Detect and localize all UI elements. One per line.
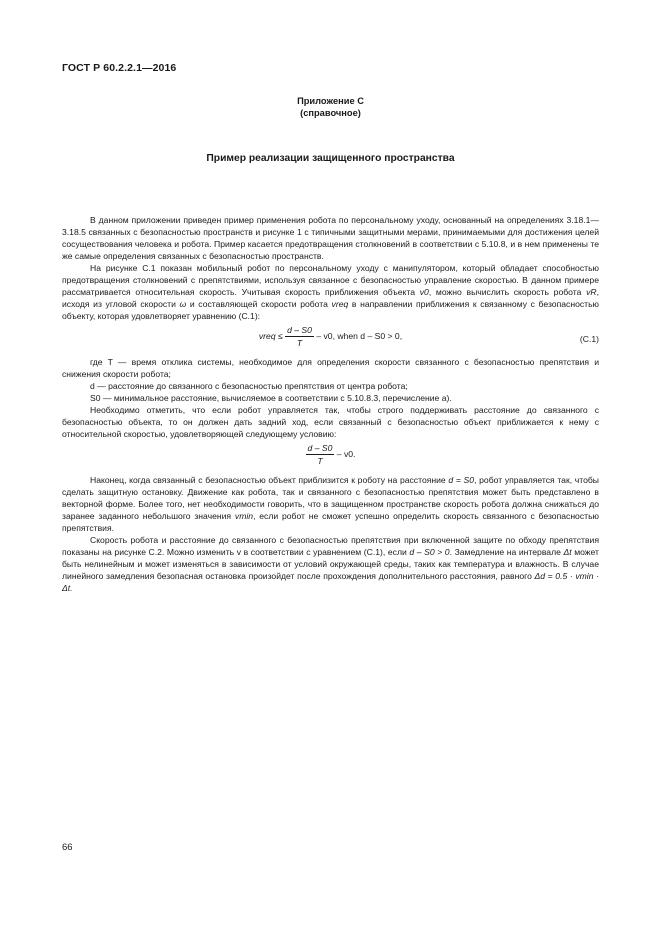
- eq2-rest: – v0.: [336, 448, 356, 459]
- paragraph-where-d: d — расстояние до связанного с безопасностью препятствия от центра робота;: [90, 381, 408, 391]
- paragraph-where-S0: S0 — минимальное расстояние, вычисляемое в соответствии с 5.10.8.3, перечисление а).: [90, 393, 452, 403]
- paragraph-reverse-condition: Необходимо отметить, что если робот управляется так, чтобы строго поддерживать расстояние до связанного с безопасностью объекта, то он должен дать задний ход, если связанный с безопасностью объект приближается к нему с относительной скоростью, удовлетворяющей следующему условию:: [62, 405, 599, 439]
- symbol-vreq: vreq: [331, 299, 349, 309]
- equation-c1: [62, 324, 599, 354]
- symbol-vmin: vmin: [234, 511, 254, 521]
- symbol-v0: v0: [419, 287, 429, 297]
- body-text: [62, 214, 599, 594]
- symbol-d-eq-S0: d = S0: [448, 475, 475, 485]
- paragraph-figure-c2: Скорость робота и расстояние до связанного с безопасностью препятствия при включенной защите по обходу препятствия показаны на рисунке С.2. Можно изменить v в соответствии с уравнением (С.1), если d – S0 > 0. Замедление на интервале Δt может быть нелинейным и может изменяться в зависимости от условий окружающей среды, таких как температура и влажность. В случае линейного замедления безопасная остановка произойдет после прохождения дополнительного расстояния, равного Δd = 0.5 · vmin · Δt.: [62, 535, 599, 593]
- paragraph-where-T: где T — время отклика системы, необходимое для определения скорости связанного с безопасностью препятствия и снижения скорости робота;: [62, 357, 599, 379]
- paragraph-protective-stop: Наконец, когда связанный с безопасностью объект приблизится к роботу на расстояние d = S0, робот управляется так, чтобы сделать защитную остановку. Движение как робота, так и связанного с безопасностью препятствия может быть представлено в векторной форме. Более того, нет необходимости говорить, что в защищенном пространстве скорость робота должна снижаться до заранее заданного небольшого значения vmin, если робот не сможет успешно определить скорость связанного с безопасностью препятствия.: [62, 475, 599, 533]
- eq1-denominator: T: [296, 338, 303, 348]
- eq2-fraction: [306, 442, 335, 467]
- appendix-type: (справочное): [300, 108, 361, 118]
- symbol-delta-d: Δd = 0.5 · vmin · Δt.: [62, 571, 599, 593]
- eq1-fraction: [285, 324, 314, 349]
- section-title: Пример реализации защищенного пространства: [206, 153, 455, 164]
- eq1-lhs: vreq ≤: [258, 330, 283, 341]
- eq2-numerator: d – S0: [307, 443, 333, 453]
- symbol-d-minus-S0: d – S0 > 0: [409, 547, 450, 557]
- symbol-omega: ω: [179, 299, 187, 309]
- paragraph-figure-c1: На рисунке С.1 показан мобильный робот по персональному уходу с манипулятором, который обладает способностью предотвращения столкновений с препятствиями, используя связанное с безопасностью управление скоростью. В данном примере рассматривается относительная скорость. Учитывая скорость приближения объекта v0, можно вычислить скорость робота vR, исходя из угловой скорости ω и составляющей скорости робота vreq в направлении приближения к связанному с безопасностью объекту, которая удовлетворяет уравнению (С.1):: [62, 263, 600, 321]
- page-number: 66: [62, 842, 73, 853]
- equation-condition: [62, 442, 599, 472]
- eq2-denominator: T: [317, 456, 323, 466]
- paragraph-intro: В данном приложении приведен пример применения робота по персональному уходу, основанный на определениях 3.18.1—3.18.5 связанных с безопасностью пространств и рисунке 1 с типичными защитными мерами, принимаемыми для достижения целей сосуществования человека и робота. Пример касается предотвращения столкновений в соответствии с 5.10.8, и в нем применены те же самые определения связанных с безопасностью пространств.: [62, 215, 599, 261]
- eq1-numerator: d – S0: [287, 325, 312, 335]
- appendix-name: Приложение С: [297, 96, 364, 106]
- eq1-rest: – v0, when d – S0 > 0,: [316, 330, 403, 341]
- symbol-vR: vR: [586, 287, 597, 297]
- standard-header: ГОСТ Р 60.2.2.1—2016: [62, 62, 177, 74]
- eq1-number: (С.1): [579, 334, 599, 344]
- symbol-delta-t: Δt: [563, 547, 572, 557]
